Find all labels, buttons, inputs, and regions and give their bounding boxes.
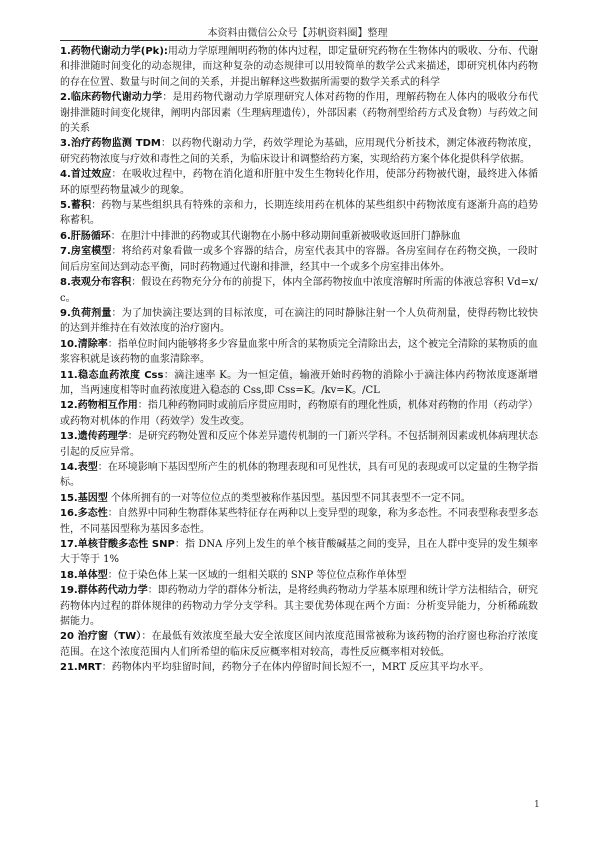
definition-entry <box>60 368 538 399</box>
definition-text: ：将给药对象看做一或多个容器的结合，房室代表其中的容器。各房室间存在药物交换，一段时间后房室间达到动态平衡，同时药物通过代谢和排泄，经其中一个或多个房室排出体外。 <box>60 246 538 273</box>
term-label: 6.肝肠循环 <box>60 230 111 242</box>
definition-entry <box>60 491 538 506</box>
term-label: 12.药物相互作用 <box>60 400 138 412</box>
definition-entry <box>60 90 538 136</box>
page-number: 1 <box>534 800 540 810</box>
definition-text: ：药物与某些组织具有特殊的亲和力，长期连续用药在机体的某些组织中药物浓度有逐渐升高的趋势称蓄积。 <box>60 200 538 227</box>
term-label: 2.临床药物代谢动力学 <box>60 92 163 104</box>
definition-text: ：即药物动力学的群体分析法，是将经典药物动力学基本原理和统计学方法相结合，研究药物体内过程的群体规律的药物动力学分支学科。其主要优势体现在两个方面：分析变异能力，分析稀疏数据能力。 <box>60 585 538 628</box>
definition-text: ：是研究药物处置和反应个体差异遗传机制的一门新兴学科。不包括制剂因素或机体病理状态引起的反应异常。 <box>60 431 539 458</box>
definition-text: ：在胆汁中排泄的药物或其代谢物在小肠中移动期间重新被吸收返回肝门静脉血 <box>110 230 461 242</box>
definition-text: ：药物体内平均驻留时间，药物分子在体内停留时间长短不一，MRT 反应其平均水平。 <box>101 662 490 674</box>
definition-text: ：在环境影响下基因型所产生的机体的物理表现和可见性状，具有可见的表现或可以定量的生物学指标。 <box>60 461 538 489</box>
term-label: 1.药物代谢动力学(Pk): <box>60 46 168 57</box>
term-label: 20 治疗窗（TW） <box>60 631 142 643</box>
term-label: 10.清除率 <box>60 338 108 350</box>
definition-entry <box>60 306 538 337</box>
term-label: 4.首过效应 <box>60 169 112 181</box>
definition-entry <box>60 136 538 167</box>
definition-text: ：在最低有效浓度至最大安全浓度区间内浓度范围常被称为该药物的治疗窗也称治疗浓度范围。在这个浓度范围内人们所希望的临床反应概率相对较高，毒性反应概率相对较低。 <box>60 631 539 658</box>
definition-text: ：自然界中同种生物群体某些特征存在两种以上变异型的现象，称为多态性。不同表型称表型多态性，不同基因型称为基因多态性。 <box>60 508 539 535</box>
definition-text: ：位于染色体上某一区域的一组相关联的 SNP 等位位点称作单体型 <box>107 569 407 581</box>
definition-entry <box>60 660 538 675</box>
definition-entry <box>60 244 538 275</box>
term-label: 11.稳态血药浓度 Css <box>60 369 164 381</box>
definition-entry <box>60 167 538 198</box>
term-label: 19.群体药代动力学 <box>60 585 148 597</box>
definition-entry <box>60 506 538 537</box>
header-divider <box>60 40 538 41</box>
definition-text: ：为了加快滴注要达到的目标浓度，可在滴注的同时静脉注射一个人负荷剂量，使得药物比较快的达到并维持在有效浓度的治疗窗内。 <box>60 307 538 335</box>
definition-entry <box>60 275 538 306</box>
definition-entry <box>60 583 538 629</box>
term-label: 7.房室模型 <box>60 246 112 258</box>
definition-entry <box>60 460 538 491</box>
term-label: 13.遗传药理学 <box>60 431 128 443</box>
definition-entry <box>60 568 538 583</box>
definition-entry <box>60 398 538 429</box>
definition-entry <box>60 337 538 368</box>
definition-text: ：指 DNA 序列上发生的单个核苷酸碱基之间的变异，且在人群中变异的发生频率大于等于 1% <box>60 539 538 566</box>
term-label: 15.基因型 <box>60 492 108 504</box>
definition-text: ：指几种药物同时或前后序贯应用时，药物原有的理化性质，机体对药物的作用（药动学）或药物对机体的作用（药效学）发生改变。 <box>60 400 539 427</box>
term-label: 16.多态性 <box>60 508 108 520</box>
definition-text: 用动力学原理阐明药物的体内过程，即定量研究药物在生物体内的吸收、分布、代谢和排泄随时间变化的动态规律，而这种复杂的动态规律可以用较简单的数学公式来描述，即研究机体内药物的存在位置、数量与时间之间的关系，并提出解释这些数据所需要的数学关系式的科学 <box>60 46 538 88</box>
term-label: 5.蓄积 <box>60 200 92 212</box>
definition-entry <box>60 229 538 244</box>
term-label: 17.单核苷酸多态性 SNP <box>60 539 175 550</box>
definition-entry <box>60 198 538 229</box>
definition-entry <box>60 537 538 568</box>
definition-text: ：是用药物代谢动力学原理研究人体对药物的作用，理解药物在人体内的吸收分布代谢排泄随时间变化规律，阐明内部因素（生理病理遗传），外部因素（药物剂型给药方式及食物）与药效之间的关系 <box>60 92 539 135</box>
document-body <box>60 44 538 676</box>
term-label: 14.表型 <box>60 461 98 473</box>
definition-text: ：滴注速率 K。为一恒定值，输液开始时药物的消除小于滴注体内药物浓度逐渐增加，当两速度相等时血药浓度进入稳态的 Css,即 Css=K。/kv=K。/CL <box>60 369 538 396</box>
definition-entry <box>60 429 538 460</box>
definition-text: ：假设在药物充分分布的前提下，体内全部药物按血中浓度溶解时所需的体液总容积 Vd=x/c。 <box>60 277 538 304</box>
term-label: 8.表观分布容积 <box>60 277 132 289</box>
definition-text: ：指单位时间内能够将多少容量血浆中所含的某物质完全清除出去，这个被完全清除的某物质的血浆容积就是该药物的血浆清除率。 <box>60 338 539 366</box>
definition-text: ：以药物代谢动力学，药效学理论为基础，应用现代分析技术，测定体液药物浓度，研究药物浓度与疗效和毒性之间的关系，为临床设计和调整给药方案，实现给药方案个体化提供科学依据。 <box>60 138 539 165</box>
page-header: 本资料由微信公众号【苏帆资料圈】整理 <box>207 28 388 39</box>
term-label: 21.MRT <box>60 662 102 674</box>
definition-entry <box>60 44 538 90</box>
term-label: 9.负荷剂量 <box>60 307 112 319</box>
term-label: 3.治疗药物监测 TDM <box>60 138 161 150</box>
term-label: 18.单体型 <box>60 569 108 581</box>
definition-text: ：在吸收过程中，药物在消化道和肝脏中发生生物转化作用，使部分药物被代谢，最终进入体循环的原型药物量减少的现象。 <box>60 169 538 196</box>
definition-text: 个体所拥有的一对等位位点的类型被称作基因型。基因型不同其表型不一定不同。 <box>107 492 471 504</box>
definition-entry <box>60 629 538 660</box>
